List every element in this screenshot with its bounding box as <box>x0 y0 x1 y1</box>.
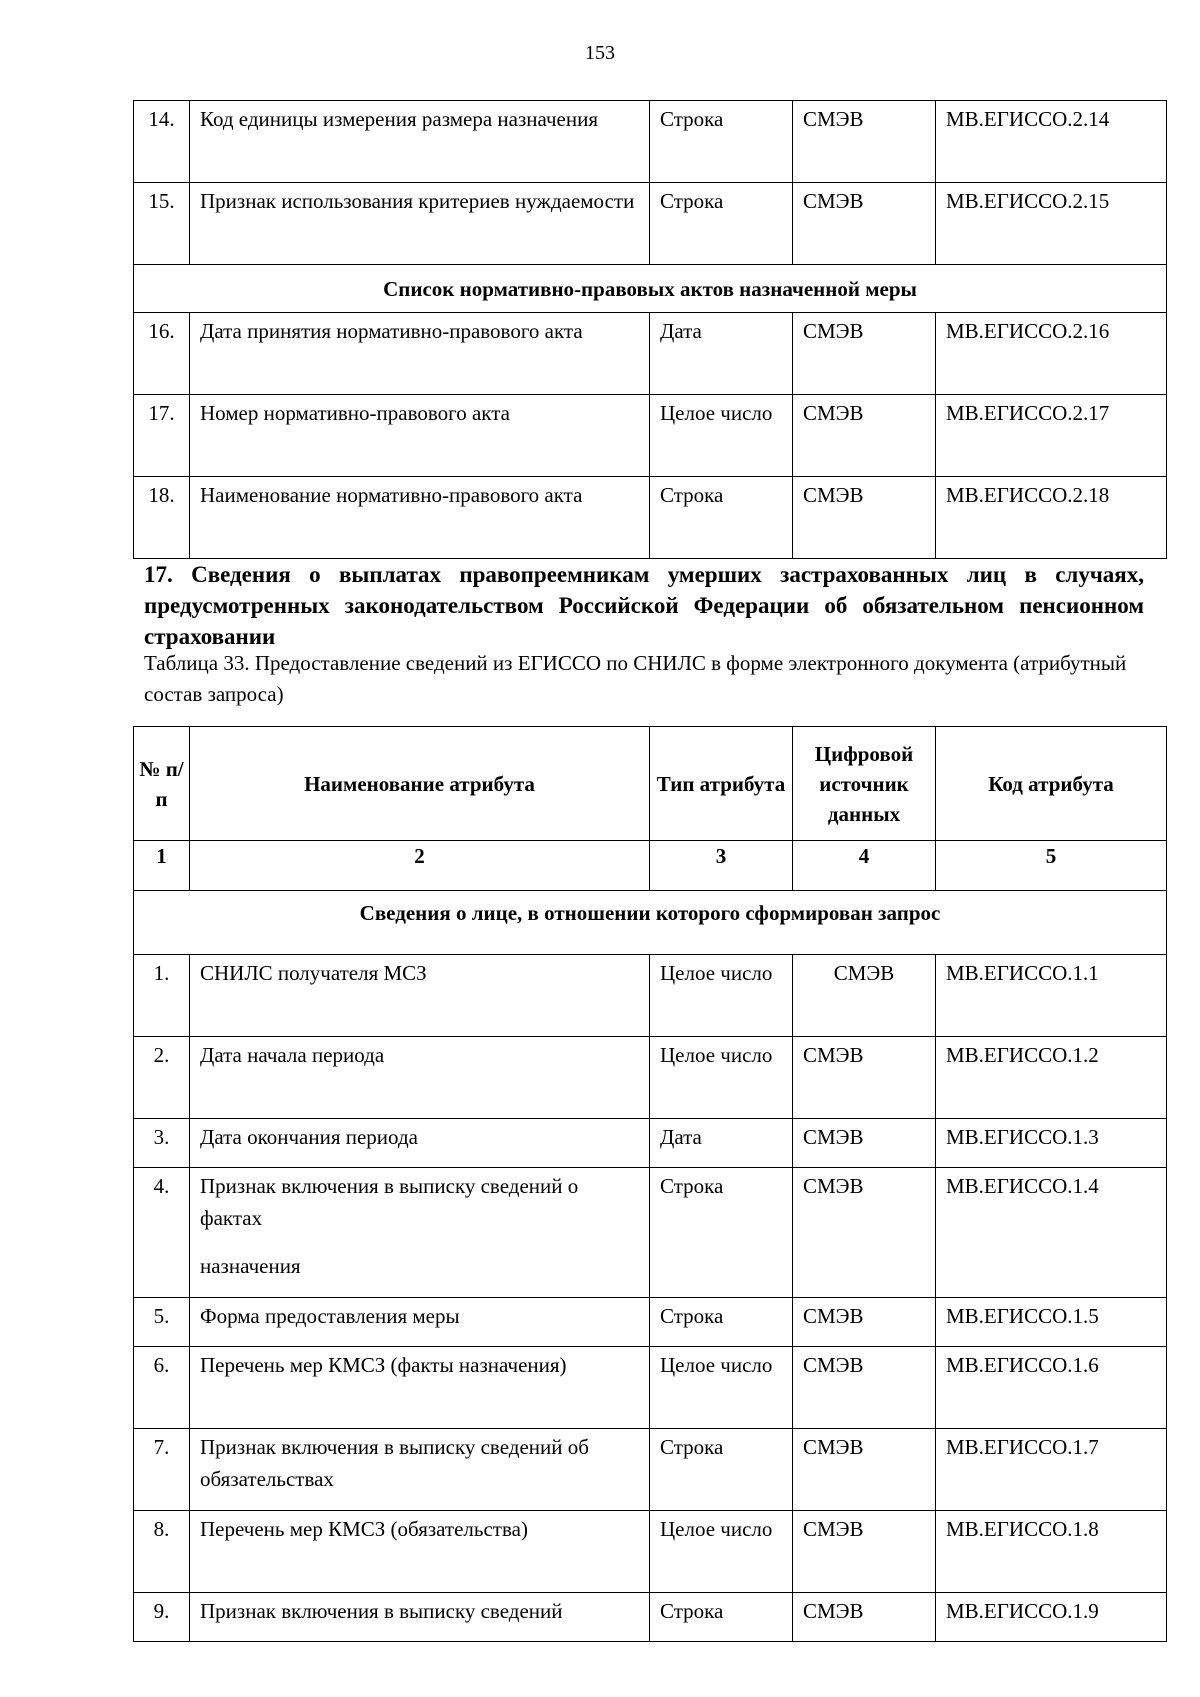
section-heading: 17. Сведения о выплатах правопреемникам умерших застрахованных лиц в случаях, предусмотренных законодательством Российской Федерации об обязательном пенсионном страховании <box>144 562 1144 649</box>
header-attribute-type: Тип атрибута <box>650 727 793 841</box>
col-number: 5 <box>936 841 1167 891</box>
row-number: 4. <box>134 1168 190 1298</box>
attribute-type: Строка <box>650 1593 793 1642</box>
attribute-code: МВ.ЕГИССО.2.16 <box>936 313 1167 395</box>
section-title: Сведения о лице, в отношении которого сформирован запрос <box>134 891 1167 955</box>
attribute-name-continued: назначения <box>200 1254 301 1278</box>
data-source: СМЭВ <box>793 101 936 183</box>
attribute-name: Признак использования критериев нуждаемости <box>190 183 650 265</box>
col-number: 1 <box>134 841 190 891</box>
table-row <box>134 1429 1167 1511</box>
row-number: 2. <box>134 1037 190 1119</box>
attribute-name: Номер нормативно-правового акта <box>190 395 650 477</box>
attribute-name: Признак включения в выписку сведений <box>190 1593 650 1642</box>
attribute-code: МВ.ЕГИССО.1.3 <box>936 1119 1167 1168</box>
table-33 <box>133 726 1167 1642</box>
attribute-type: Целое число <box>650 1037 793 1119</box>
attribute-name: Дата окончания периода <box>190 1119 650 1168</box>
row-number: 6. <box>134 1347 190 1429</box>
header-attribute-name: Наименование атрибута <box>190 727 650 841</box>
row-number: 9. <box>134 1593 190 1642</box>
column-number-row <box>134 841 1167 891</box>
row-number: 15. <box>134 183 190 265</box>
attribute-name: Код единицы измерения размера назначения <box>190 101 650 183</box>
attribute-type: Строка <box>650 1429 793 1511</box>
attribute-name-cell <box>190 1168 650 1298</box>
row-number: 3. <box>134 1119 190 1168</box>
section-row <box>134 265 1167 313</box>
attribute-name: Дата принятия нормативно-правового акта <box>190 313 650 395</box>
row-number: 16. <box>134 313 190 395</box>
col-number: 2 <box>190 841 650 891</box>
attribute-code: МВ.ЕГИССО.2.18 <box>936 477 1167 559</box>
attribute-code: МВ.ЕГИССО.1.1 <box>936 955 1167 1037</box>
data-source: СМЭВ <box>793 955 936 1037</box>
attribute-name: СНИЛС получателя МСЗ <box>190 955 650 1037</box>
data-source: СМЭВ <box>793 395 936 477</box>
table-row <box>134 1037 1167 1119</box>
table-row <box>134 1347 1167 1429</box>
data-source: СМЭВ <box>793 1593 936 1642</box>
data-source: СМЭВ <box>793 1168 936 1298</box>
data-source: СМЭВ <box>793 313 936 395</box>
attribute-code: МВ.ЕГИССО.2.17 <box>936 395 1167 477</box>
row-number: 7. <box>134 1429 190 1511</box>
attribute-type: Строка <box>650 477 793 559</box>
col-number: 4 <box>793 841 936 891</box>
attribute-type: Строка <box>650 1298 793 1347</box>
table-row <box>134 1593 1167 1642</box>
header-row <box>134 727 1167 841</box>
attribute-name: Перечень мер КМСЗ (обязательства) <box>190 1511 650 1593</box>
attribute-type: Целое число <box>650 1347 793 1429</box>
table-row <box>134 1168 1167 1298</box>
attribute-type: Строка <box>650 1168 793 1298</box>
header-attribute-code: Код атрибута <box>936 727 1167 841</box>
table-caption: Таблица 33. Предоставление сведений из ЕГИССО по СНИЛС в форме электронного документа (атрибутный состав запроса) <box>144 651 1127 706</box>
attribute-code: МВ.ЕГИССО.1.9 <box>936 1593 1167 1642</box>
attribute-code: МВ.ЕГИССО.1.7 <box>936 1429 1167 1511</box>
row-number: 1. <box>134 955 190 1037</box>
data-source: СМЭВ <box>793 1347 936 1429</box>
attribute-name: Дата начала периода <box>190 1037 650 1119</box>
table-row <box>134 955 1167 1037</box>
attribute-name: Наименование нормативно-правового акта <box>190 477 650 559</box>
section-row <box>134 891 1167 955</box>
attribute-name: Признак включения в выписку сведений о фактах <box>200 1174 579 1230</box>
attribute-type: Строка <box>650 101 793 183</box>
table-row <box>134 1298 1167 1347</box>
attribute-name: Признак включения в выписку сведений об обязательствах <box>190 1429 650 1511</box>
attribute-name: Форма предоставления меры <box>190 1298 650 1347</box>
attribute-type: Целое число <box>650 1511 793 1593</box>
header-number: № п/п <box>134 727 190 841</box>
attribute-code: МВ.ЕГИССО.1.2 <box>936 1037 1167 1119</box>
attribute-type: Целое число <box>650 395 793 477</box>
data-source: СМЭВ <box>793 1429 936 1511</box>
attribute-code: МВ.ЕГИССО.2.15 <box>936 183 1167 265</box>
data-source: СМЭВ <box>793 1298 936 1347</box>
row-number: 5. <box>134 1298 190 1347</box>
table-row <box>134 313 1167 395</box>
attribute-type: Целое число <box>650 955 793 1037</box>
attribute-code: МВ.ЕГИССО.1.6 <box>936 1347 1167 1429</box>
data-source: СМЭВ <box>793 1037 936 1119</box>
data-source: СМЭВ <box>793 1511 936 1593</box>
table-row <box>134 183 1167 265</box>
attribute-type: Строка <box>650 183 793 265</box>
row-number: 17. <box>134 395 190 477</box>
attribute-type: Дата <box>650 313 793 395</box>
table-row <box>134 395 1167 477</box>
row-number: 18. <box>134 477 190 559</box>
data-source: СМЭВ <box>793 477 936 559</box>
attribute-name: Перечень мер КМСЗ (факты назначения) <box>190 1347 650 1429</box>
attribute-code: МВ.ЕГИССО.2.14 <box>936 101 1167 183</box>
table-row <box>134 1511 1167 1593</box>
row-number: 8. <box>134 1511 190 1593</box>
attribute-code: МВ.ЕГИССО.1.4 <box>936 1168 1167 1298</box>
page-number: 153 <box>585 42 615 64</box>
attributes-table-continued <box>133 100 1167 559</box>
section-title: Список нормативно-правовых актов назначенной меры <box>134 265 1167 313</box>
table-row <box>134 101 1167 183</box>
table-row <box>134 1119 1167 1168</box>
attribute-code: МВ.ЕГИССО.1.5 <box>936 1298 1167 1347</box>
data-source: СМЭВ <box>793 183 936 265</box>
attribute-type: Дата <box>650 1119 793 1168</box>
row-number: 14. <box>134 101 190 183</box>
attribute-code: МВ.ЕГИССО.1.8 <box>936 1511 1167 1593</box>
table-row <box>134 477 1167 559</box>
col-number: 3 <box>650 841 793 891</box>
header-data-source: Цифровой источник данных <box>793 727 936 841</box>
data-source: СМЭВ <box>793 1119 936 1168</box>
